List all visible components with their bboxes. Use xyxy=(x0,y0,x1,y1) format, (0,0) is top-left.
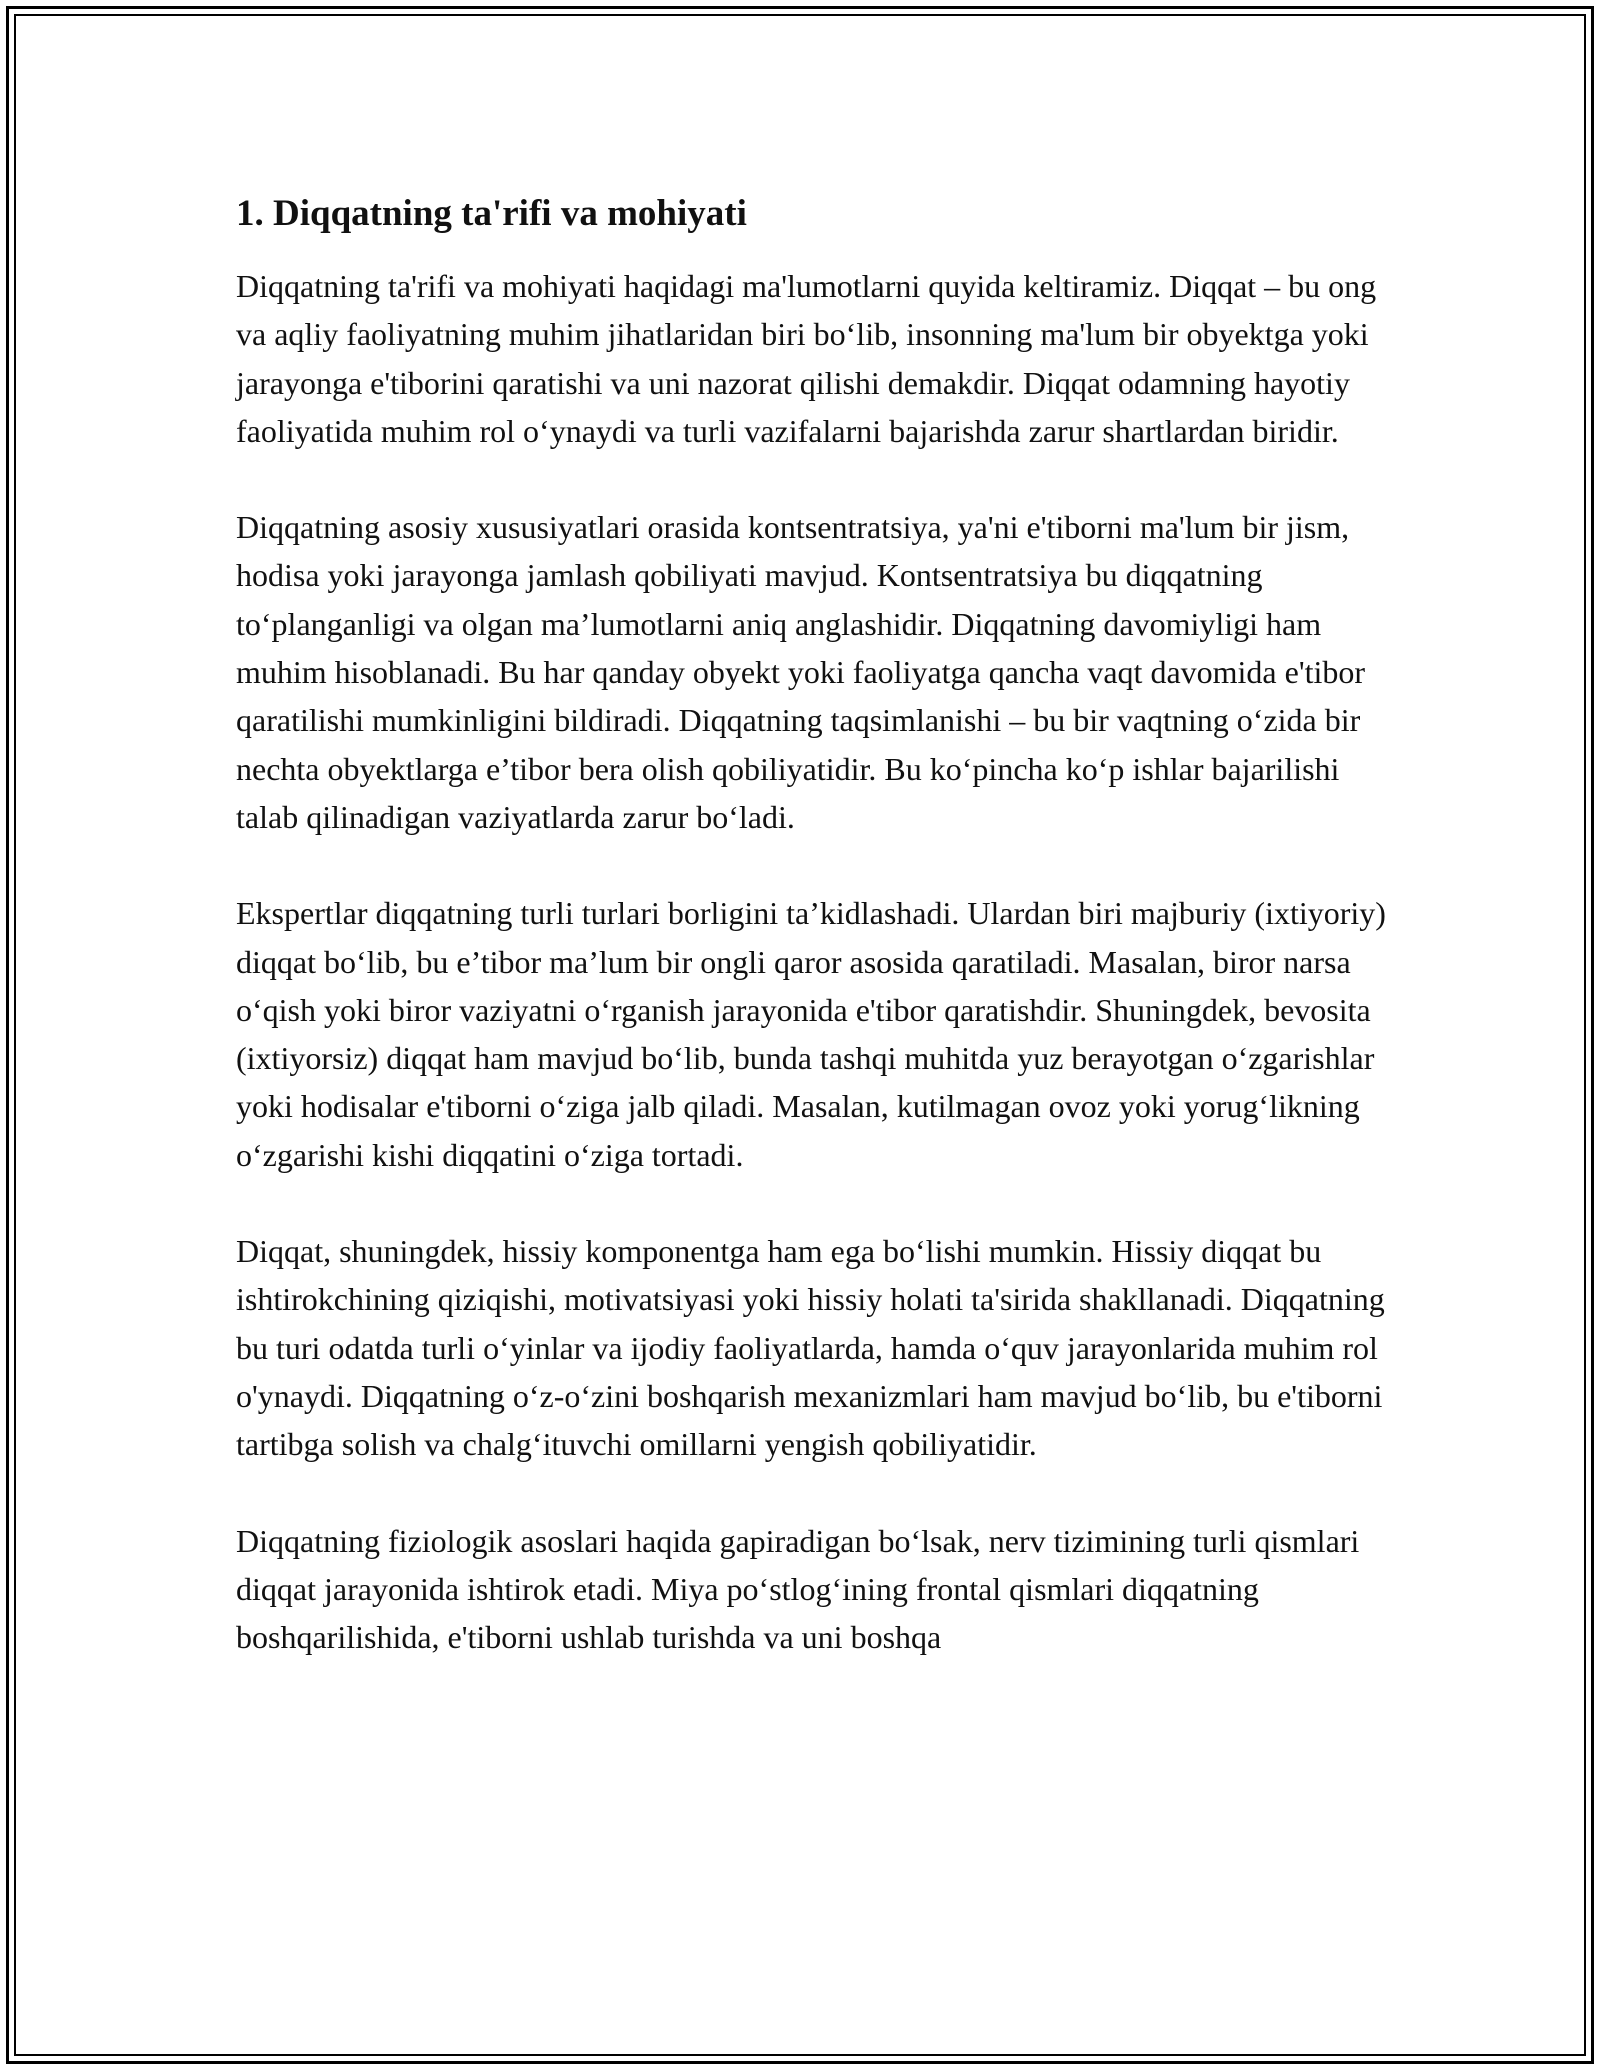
paragraph-physiology: Diqqatning fiziologik asoslari haqida gapiradigan bo‘lsak, nerv tizimining turli qismlari diqqat jarayonida ishtirok etadi. Miya po‘stlog‘ining frontal qismlari diqqatning boshqarilishida, e'tiborni ushlab turishda va uni boshqa xyxy=(236,1522,1360,1656)
paragraph-properties: Diqqatning asosiy xususiyatlari orasida kontsentratsiya, ya'ni e'tiborni ma'lum bir jism, hodisa yoki jarayonga jamlash qobiliyati mavjud. Kontsentratsiya bu diqqatning to‘planganligi va olgan ma’lumotlarni aniq anglashidir. Diqqatning davomiyligi ham muhim hisoblanadi. Bu har qanday obyekt yoki faoliyatga qancha vaqt davomida e'tibor qaratilishi mumkinligini bildiradi. Diqqatning taqsimlanishi – bu bir vaqtning o‘zida bir nechta obyektlarga e’tibor bera olish qobiliyatidir. Bu ko‘pincha ko‘p ishlar bajarilishi talab qilinadigan vaziyatlarda zarur bo‘ladi. xyxy=(236,509,1366,835)
document-body xyxy=(236,186,1386,1661)
paragraph-definition: Diqqatning ta'rifi va mohiyati haqidagi ma'lumotlarni quyida keltiramiz. Diqqat – bu ong va aqliy faoliyatning muhim jihatlaridan biri bo‘lib, insonning ma'lum bir obyektga yoki jarayonga e'tiborini qaratishi va uni nazorat qilishi demakdir. Diqqat odamning hayotiy faoliyatida muhim rol o‘ynaydi va turli vazifalarni bajarishda zarur shartlardan biridir. xyxy=(236,268,1377,449)
paragraph-emotional: Diqqat, shuningdek, hissiy komponentga ham ega bo‘lishi mumkin. Hissiy diqqat bu ishtirokchining qiziqishi, motivatsiyasi yoki hissiy holati ta'sirida shakllanadi. Diqqatning bu turi odatda turli o‘yinlar va ijodiy faoliyatlarda, hamda o‘quv jarayonlarida muhim rol o'ynaydi. Diqqatning o‘z-o‘zini boshqarish mexanizmlari ham mavjud bo‘lib, bu e'tiborni tartibga solish va chalg‘ituvchi omillarni yengish qobiliyatidir. xyxy=(236,1233,1385,1463)
section-heading: 1. Diqqatning ta'rifi va mohiyati xyxy=(236,193,747,234)
paragraph-types: Ekspertlar diqqatning turli turlari borligini ta’kidlashadi. Ulardan biri majburiy (ixtiyoriy) diqqat bo‘lib, bu e’tibor ma’lum bir ongli qaror asosida qaratiladi. Masalan, biror narsa o‘qish yoki biror vaziyatni o‘rganish jarayonida e'tibor qaratishdir. Shuningdek, bevosita (ixtiyorsiz) diqqat ham mavjud bo‘lib, bunda tashqi muhitda yuz berayotgan o‘zgarishlar yoki hodisalar e'tiborni o‘ziga jalb qiladi. Masalan, kutilmagan ovoz yoki yorug‘likning o‘zgarishi kishi diqqatini o‘ziga tortadi. xyxy=(236,895,1386,1173)
